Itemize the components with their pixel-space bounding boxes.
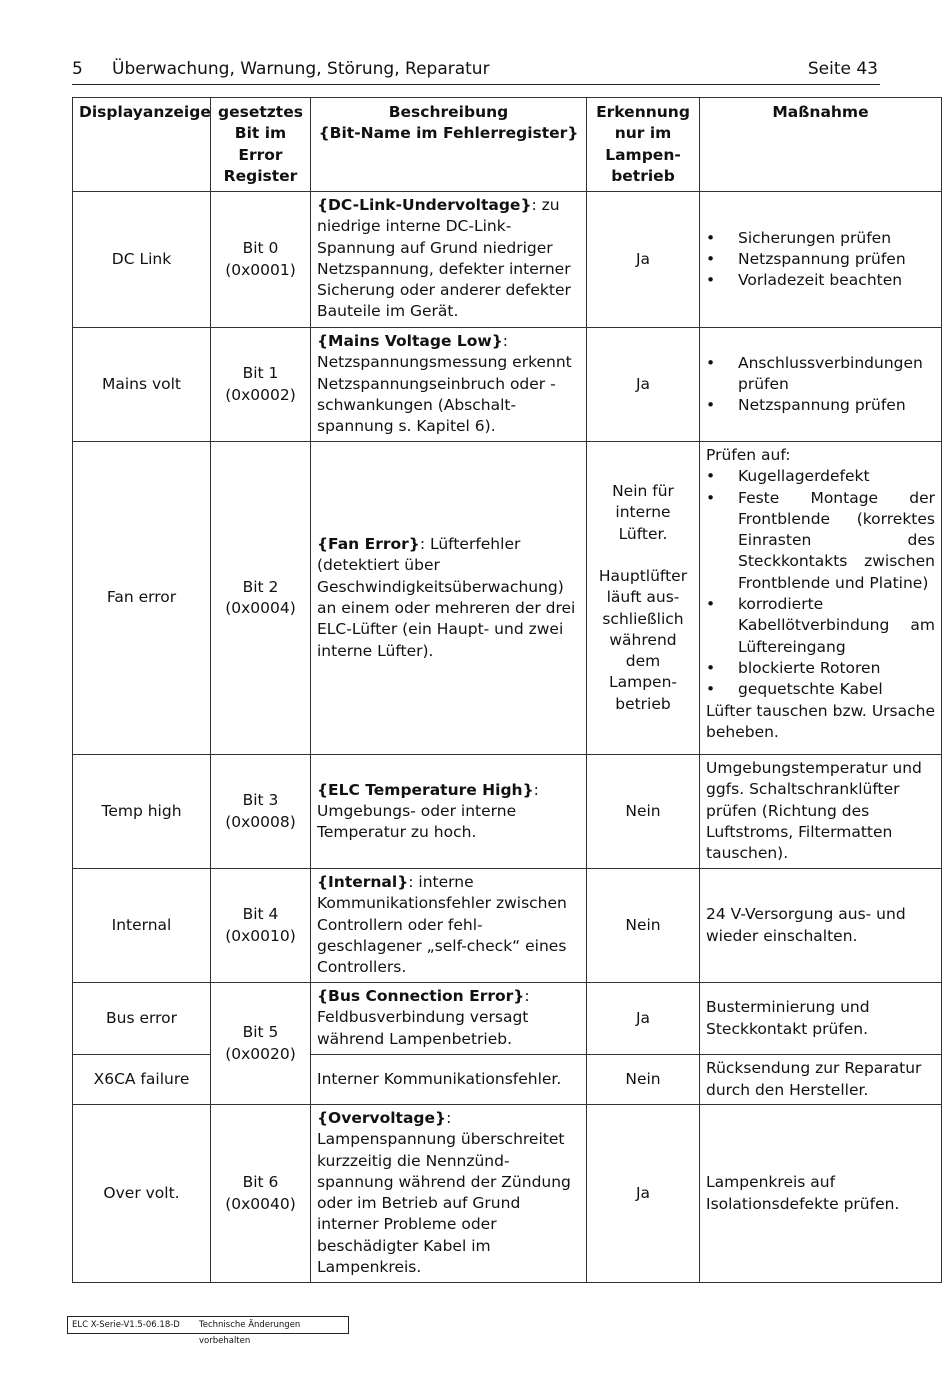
detection-cell: Nein — [587, 1055, 700, 1105]
table-row — [73, 983, 942, 1055]
display-cell: Bus error — [73, 983, 211, 1055]
table-row — [73, 1055, 942, 1105]
chapter-title: Überwachung, Warnung, Störung, Reparatur — [112, 59, 490, 79]
action-cell: • Sicherungen prüfen • Netzspannung prüfen • Vorladezeit beachten — [700, 192, 942, 328]
table-header-row — [73, 98, 942, 192]
display-cell: Mains volt — [73, 328, 211, 442]
description-cell: Interner Kommunikationsfehler. — [311, 1055, 587, 1105]
bit-cell: Bit 6 (0x0040) — [211, 1105, 311, 1283]
error-table — [72, 97, 942, 1283]
detection-cell: Nein für interne Lüfter. Hauptlüfter läuft aus-schließlich während dem Lampen-betrieb — [587, 442, 700, 755]
bit-cell: Bit 2 (0x0004) — [211, 442, 311, 755]
page-number: Seite 43 — [807, 59, 878, 79]
table-row — [73, 1105, 942, 1283]
col-display: Displayanzeige — [73, 98, 211, 192]
display-cell: Temp high — [73, 755, 211, 869]
page-footer — [67, 1316, 349, 1346]
table-row — [73, 869, 942, 983]
page-header — [72, 58, 880, 85]
bit-cell: Bit 5 (0x0020) — [211, 983, 311, 1105]
document-version: ELC X-Serie-V1.5-06.18-D — [72, 1320, 180, 1330]
display-cell: Fan error — [73, 442, 211, 755]
description-cell: {DC-Link-Undervoltage}: zu niedrige interne DC-Link-Spannung auf Grund niedriger Netzspannung, defekter interner Sicherung oder anderer defekter Bauteile im Gerät. — [311, 192, 587, 328]
description-cell: {Mains Voltage Low}: Netzspannungsmessung erkennt Netzspannungseinbruch oder -schwankungen (Abschalt-spannung s. Kapitel 6). — [311, 328, 587, 442]
detection-cell: Ja — [587, 192, 700, 328]
action-cell: Rücksendung zur Reparatur durch den Hersteller. — [700, 1055, 942, 1105]
bit-cell: Bit 1 (0x0002) — [211, 328, 311, 442]
action-cell: Busterminierung und Steckkontakt prüfen. — [700, 983, 942, 1055]
description-cell: {Fan Error}: Lüfterfehler (detektiert über Geschwindigkeitsüberwachung) an einem oder mehreren der drei ELC-Lüfter (ein Haupt- und zwei interne Lüfter). — [311, 442, 587, 755]
table-row — [73, 442, 942, 755]
col-action: Maßnahme — [700, 98, 942, 192]
description-cell: {Bus Connection Error}: Feldbusverbindung versagt während Lampenbetrieb. — [311, 983, 587, 1055]
description-cell: {Internal}: interne Kommunikationsfehler zwischen Controllern oder fehl-geschlagener „self-check“ eines Controllers. — [311, 869, 587, 983]
display-cell: X6CA failure — [73, 1055, 211, 1105]
detection-cell: Nein — [587, 755, 700, 869]
table-row — [73, 755, 942, 869]
bit-cell: Bit 3 (0x0008) — [211, 755, 311, 869]
col-description: Beschreibung {Bit-Name im Fehlerregister} — [311, 98, 587, 192]
display-cell: DC Link — [73, 192, 211, 328]
table-row — [73, 328, 942, 442]
action-cell: Lampenkreis auf Isolationsdefekte prüfen. — [700, 1105, 942, 1283]
description-cell: {Overvoltage}: Lampenspannung überschreitet kurzzeitig die Nennzünd-spannung während der Zündung oder im Betrieb auf Grund interner Probleme oder beschädigter Kabel im Lampenkreis. — [311, 1105, 587, 1283]
chapter-number: 5 — [72, 59, 83, 79]
bit-cell: Bit 4 (0x0010) — [211, 869, 311, 983]
detection-cell: Ja — [587, 1105, 700, 1283]
table-row — [73, 192, 942, 328]
display-cell: Over volt. — [73, 1105, 211, 1283]
footer-note: Technische Änderungen vorbehalten — [199, 1320, 301, 1346]
action-cell: Prüfen auf: • Kugellagerdefekt • Feste Montage der Frontblende (korrektes Einrasten des Steckkontakts zwischen Frontblende und Platine) • korrodierte Kabellötverbindung am Lüftereingang • blockierte Rotoren • gequetschte Kabel Lüfter tauschen bzw. Ursache beheben. — [700, 442, 942, 755]
detection-cell: Ja — [587, 328, 700, 442]
detection-cell: Ja — [587, 983, 700, 1055]
detection-cell: Nein — [587, 869, 700, 983]
col-bit: gesetztes Bit im Error Register — [211, 98, 311, 192]
description-cell: {ELC Temperature High}: Umgebungs- oder interne Temperatur zu hoch. — [311, 755, 587, 869]
action-cell: • Anschlussverbindungen prüfen • Netzspannung prüfen — [700, 328, 942, 442]
display-cell: Internal — [73, 869, 211, 983]
bit-cell: Bit 0 (0x0001) — [211, 192, 311, 328]
action-cell: Umgebungstemperatur und ggfs. Schaltschranklüfter prüfen (Richtung des Luftstroms, Filtermatten tauschen). — [700, 755, 942, 869]
col-detection: Erkennung nur im Lampen- betrieb — [587, 98, 700, 192]
action-cell: 24 V-Versorgung aus- und wieder einschalten. — [700, 869, 942, 983]
